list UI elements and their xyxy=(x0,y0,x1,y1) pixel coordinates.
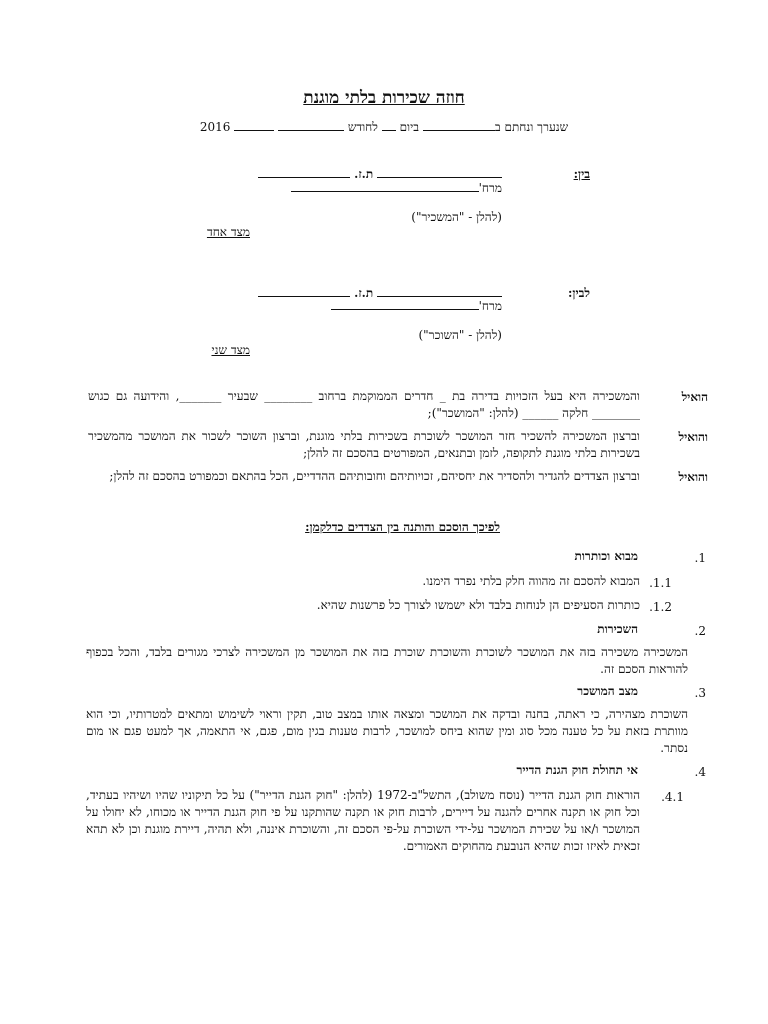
id-blank xyxy=(258,167,350,178)
section-heading: מצב המושכר xyxy=(577,684,638,698)
party1-id-row xyxy=(258,167,502,182)
address-label: מרח' xyxy=(478,299,502,313)
section-number: 1. xyxy=(694,551,706,565)
whereas-clause: וברצון הצדדים להגדיר ולהסדיר את יחסיהם, זכויותיהם וחובותיהם ההדדיים, הכל בהתאם וכמפורט בהסכם זה להלן; xyxy=(109,469,640,483)
whereas-clause: והמשכירה היא בעל הזכויות בדירה בת _ חדרים הממוקמת ברחוב ________ שבעיר _______, והידועה גם כגוש ________ חלקה ______ (להלן: "המושכר"); xyxy=(88,389,640,420)
day-word: ביום xyxy=(399,120,420,134)
party2-hereinafter: (להלן - "השוכר") xyxy=(418,328,502,342)
between-label: בין: xyxy=(573,167,590,181)
agreed-heading: לפיכך הוסכם והותנה בין הצדדים כדלקמן: xyxy=(305,520,500,534)
signed-prefix: שנערך ונחתם ב xyxy=(494,120,569,134)
section-number: 3. xyxy=(694,686,706,700)
section-number: 2. xyxy=(694,624,706,638)
month-word: לחודש xyxy=(347,120,378,134)
address-blank xyxy=(291,181,479,192)
party1-address-row xyxy=(291,181,502,196)
month-blank xyxy=(278,120,344,131)
whereas-label: והואיל xyxy=(678,430,708,444)
section-body: המשכירה משכירה בזה את המושכר לשוכרת והשוכרת שוכרת בזה את המושכר מן המשכירה לצרכי מגורים בלבד, והכל בכפוף להוראות הסכם זה. xyxy=(86,645,688,676)
address-blank xyxy=(331,299,479,310)
whereas-clause: וברצון המשכירה להשכיר חזר המושכר לשוכרת בשכירות בלתי מוגנת, וברצון השוכר לשכור את המושכר מהמשכיר בשכירות בלתי מוגנת לתקופה, לזמן ובתנאים, המפורטים בהסכם זה להלן; xyxy=(88,429,640,460)
section-heading: אי תחולת חוק הגנת הדייר xyxy=(516,763,638,777)
address-label: מרח' xyxy=(478,181,502,195)
subsection-number: 1.2. xyxy=(649,600,672,614)
party2-address-row xyxy=(331,299,502,314)
contract-date-line xyxy=(0,120,768,135)
id-label: ת.ז. xyxy=(354,167,374,181)
subsection-text: כותרות הסעיפים הן לנוחות בלבד ולא ישמשו לצורך כל פרשנות שהיא. xyxy=(316,598,640,612)
section-heading: מבוא וכותרות xyxy=(574,549,638,563)
subsection-text: המבוא להסכם זה מהווה חלק בלתי נפרד הימנו. xyxy=(422,574,640,588)
section-body: השוכרת מצהירה, כי ראתה, בחנה ובדקה את המושכר ומצאה אותו במצב טוב, תקין וראוי לשימוש ומתאים למטרותיו, וכי הוא מוותרת בזאת על כל טענה מכל סוג ומין שהוא ביחס למושכר, לרבות טענות בגין מום, פגם, אי התאמה, אך למעט פגם או מום נסתר. xyxy=(86,707,688,755)
subsection-number: 4.1. xyxy=(661,790,684,804)
section-heading: השכירות xyxy=(597,622,638,636)
place-blank xyxy=(423,120,495,131)
subsection-text: הוראות חוק הגנת הדייר (נוסח משולב), התשל"ב-1972 (להלן: "חוק הגנת הדייר") על כל תיקוניו שהיו ושיהיו בעתיד, וכל חוק או תקנה אחרים להגנה על דיירים, לרבות חוק או תקנה שהותקנו על פי חוק הגנת הדייר או מכוחו, לא יחולו על המושכר ו/או על שכירת המושכר על-ידי השוכרת על-פי הסכם זה, והשוכרת איננה, ולא תהיה, דיירת מוגנת וכן לא תהא זכאית לאיזו זכות שהיא הנובעת מהחוקים האמורים. xyxy=(86,788,640,853)
subsection-number: 1.1. xyxy=(649,576,672,590)
year: 2016 xyxy=(199,120,231,134)
side-two: מצד שני xyxy=(211,343,250,357)
side-one: מצד אחד xyxy=(206,225,250,239)
and-between-label: לבין: xyxy=(567,286,590,300)
year-blank xyxy=(234,120,274,131)
whereas-label: הואיל xyxy=(681,390,708,404)
id-blank xyxy=(258,286,350,297)
name-blank xyxy=(377,286,502,297)
name-blank xyxy=(377,167,502,178)
day-blank xyxy=(382,120,396,131)
id-label: ת.ז. xyxy=(354,286,374,300)
page-title: חוזה שכירות בלתי מוגנת xyxy=(303,88,465,108)
party1-hereinafter: (להלן - "המשכיר") xyxy=(411,210,502,224)
section-number: 4. xyxy=(694,765,706,779)
whereas-label: והואיל xyxy=(678,470,708,484)
